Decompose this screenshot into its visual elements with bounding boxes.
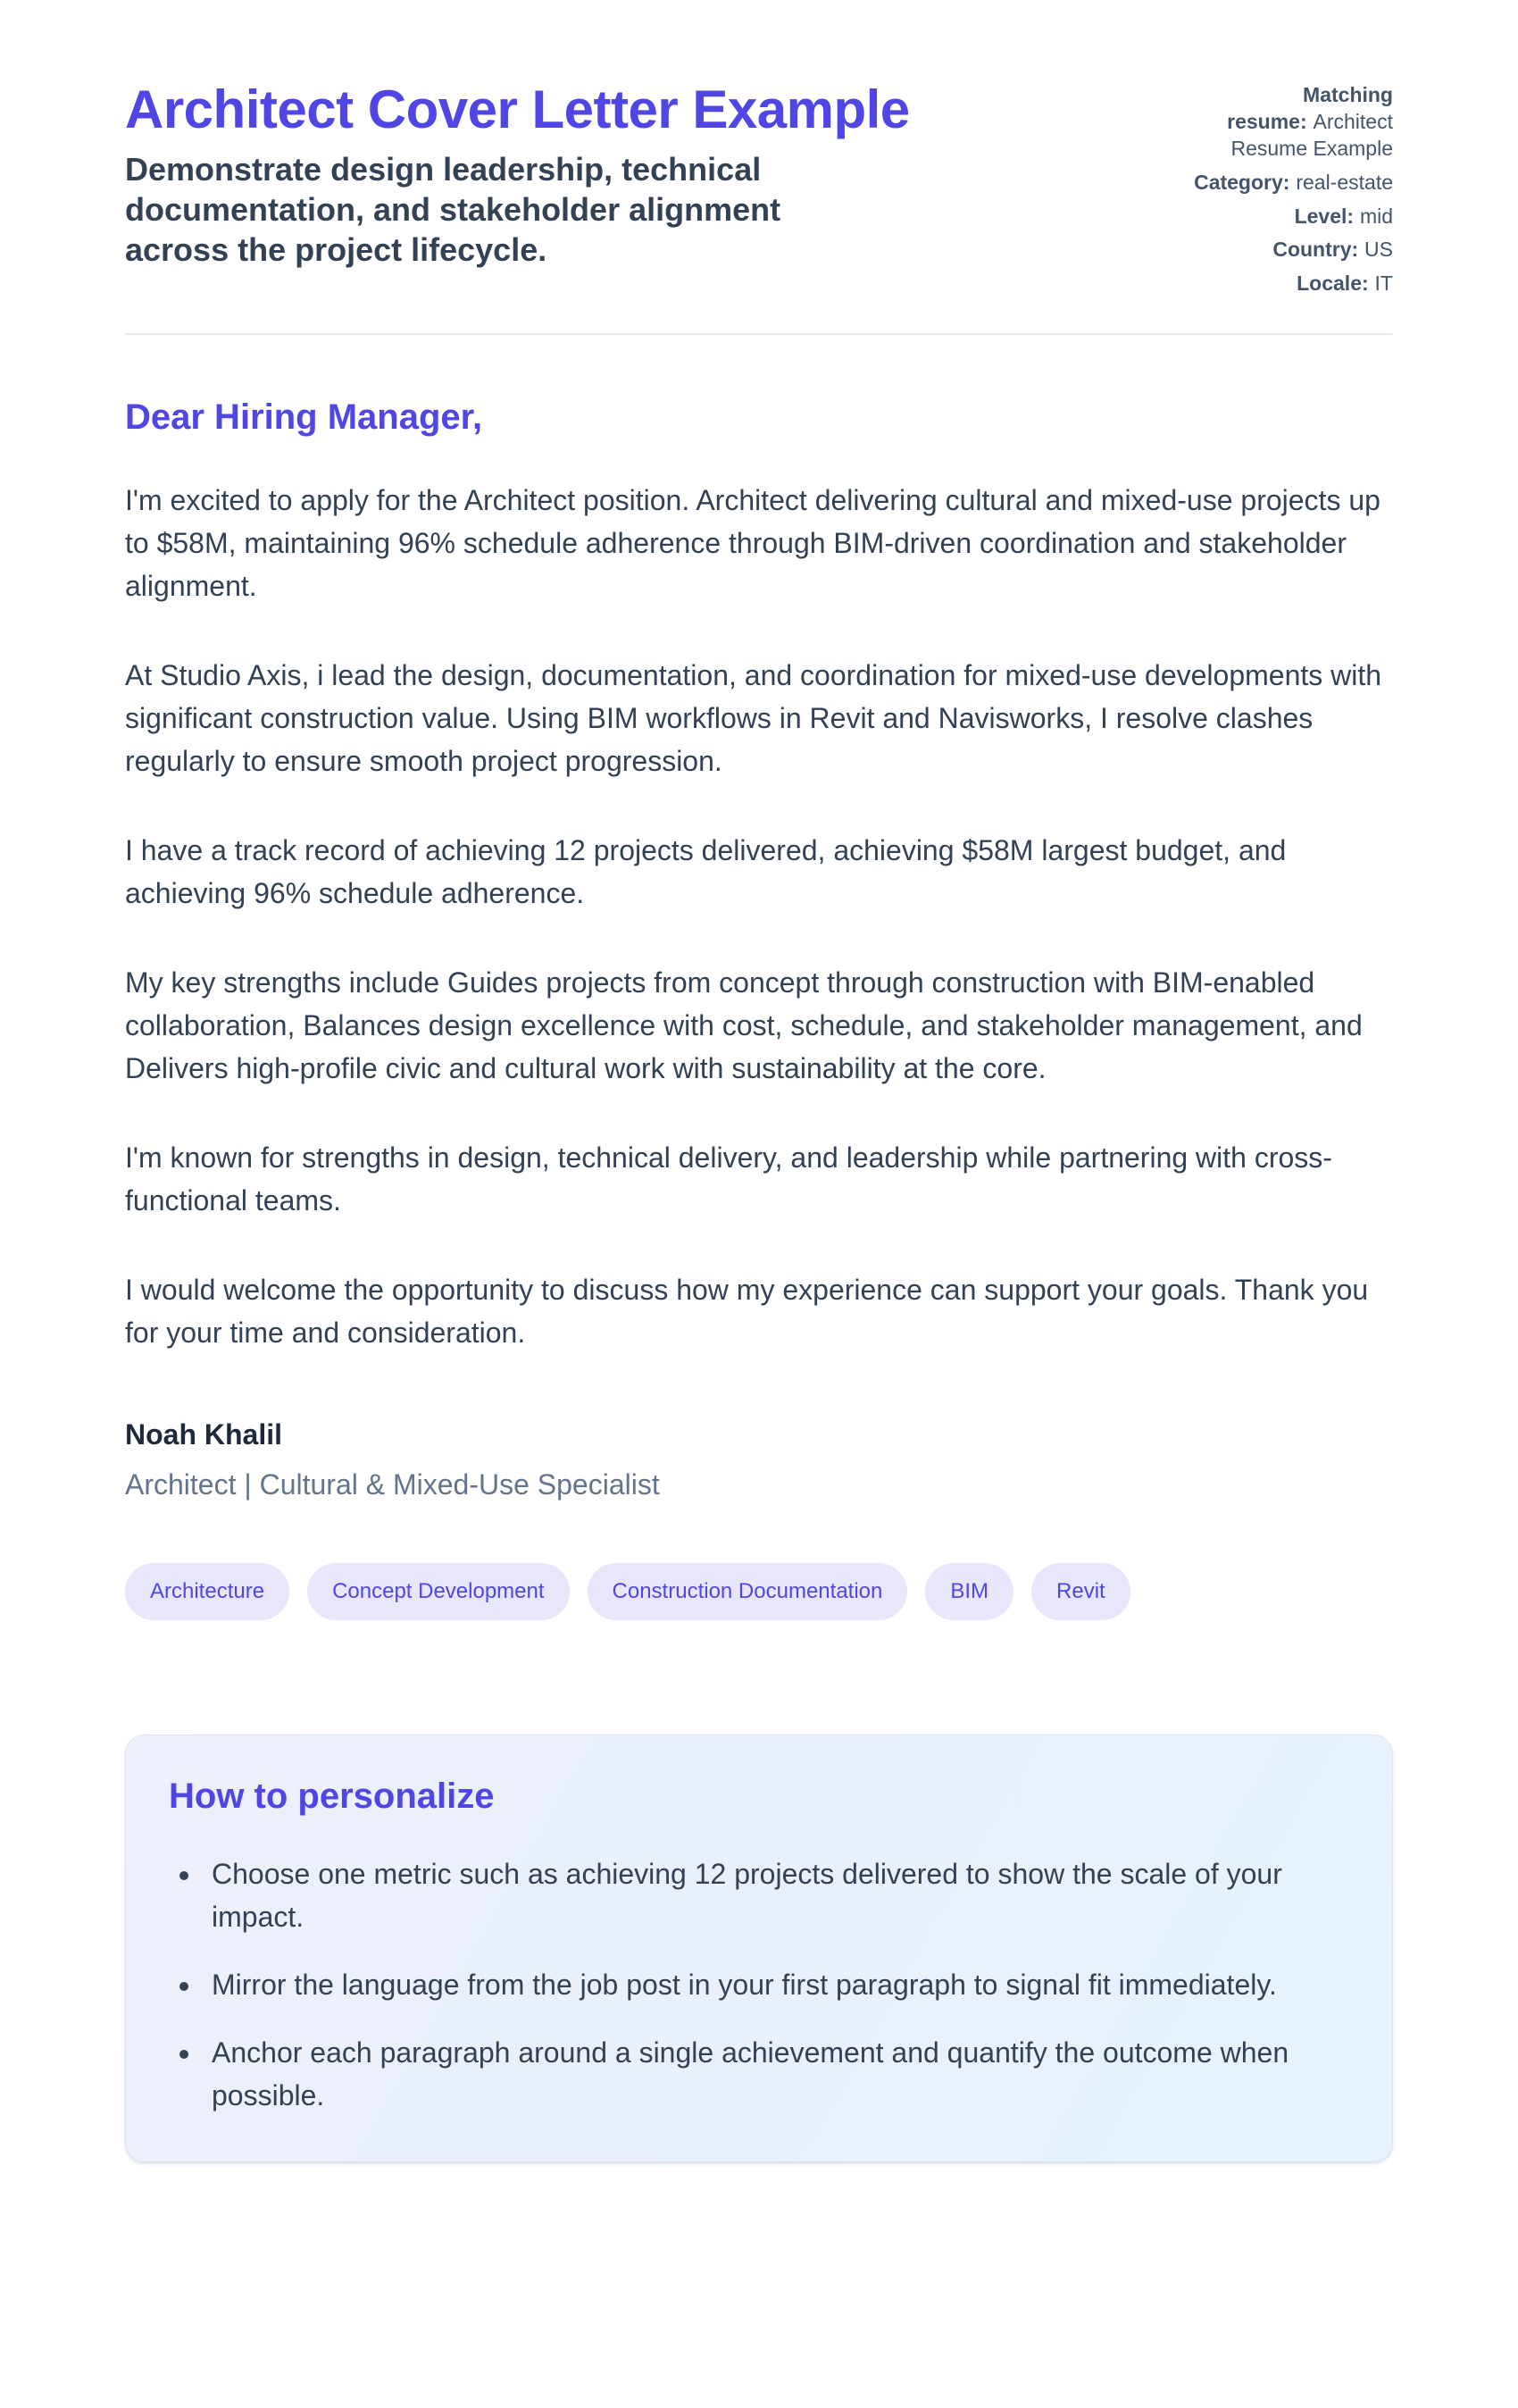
personalize-tip-2: • Mirror the language from the job post in your first paragraph to signal fit immediately. — [203, 1963, 1349, 2006]
letter-paragraph-1: I'm excited to apply for the Architect position. Architect delivering cultural and mixed-use projects up to $58M, maintaining 96% schedule adherence through BIM-driven coordination and stakeholder alignment. — [125, 484, 1380, 603]
meta-country-value: US — [1364, 238, 1393, 262]
salutation: Dear Hiring Manager, — [125, 397, 483, 438]
meta-country — [1179, 237, 1393, 263]
tag-list — [125, 1563, 1393, 1620]
meta-matching-resume-value: Architect Resume Example — [1230, 109, 1393, 160]
header — [125, 79, 1393, 297]
meta-locale-value: IT — [1374, 272, 1393, 296]
meta-category — [1179, 170, 1393, 196]
header-title-block — [125, 79, 1136, 270]
letter-paragraph-6: I would welcome the opportunity to discuss how my experience can support your goals. Thank you for your time and consideration. — [125, 1274, 1369, 1350]
meta-level-value: mid — [1359, 204, 1393, 228]
meta-country-label: Country: — [1272, 238, 1359, 262]
letter-paragraph-2: At Studio Axis, i lead the design, documentation, and coordination for mixed-use developments with significant construction value. Using BIM workflows in Revit and Navisworks, I resolve clashes regularly to ensure smooth project progression. — [125, 659, 1382, 778]
letter-paragraph-4: My key strengths include Guides projects from concept through construction with BIM-enabled collaboration, Balances design excellence with cost, schedule, and stakeholder management, and Delivers high-profile civic and cultural work with sustainability at the core. — [125, 966, 1363, 1085]
meta-level-label: Level: — [1294, 204, 1355, 228]
personalize-box — [125, 1735, 1393, 2162]
personalize-tip-1: • Choose one metric such as achieving 12 projects delivered to show the scale of your impact. — [203, 1852, 1349, 1938]
tag-construction-documentation: Construction Documentation — [588, 1563, 908, 1620]
cover-letter-body — [125, 397, 1393, 1506]
meta-matching-resume-label: Matching resume: — [1227, 83, 1393, 133]
letter-paragraph-5: I'm known for strengths in design, technical delivery, and leadership while partnering with cross-functional teams. — [125, 1141, 1332, 1217]
meta-level — [1179, 204, 1393, 230]
tag-concept-development: Concept Development — [307, 1563, 569, 1620]
page-title: Architect Cover Letter Example — [125, 79, 910, 139]
tag-architecture: Architecture — [125, 1563, 289, 1620]
header-divider — [125, 333, 1393, 335]
meta-panel — [1179, 79, 1393, 297]
signature-name: Noah Khalil — [125, 1418, 283, 1451]
meta-category-label: Category: — [1194, 170, 1290, 194]
meta-matching-resume — [1179, 82, 1393, 163]
tag-revit: Revit — [1031, 1563, 1130, 1620]
meta-locale-label: Locale: — [1297, 272, 1369, 296]
meta-locale — [1179, 271, 1393, 297]
letter-paragraph-3: I have a track record of achieving 12 projects delivered, achieving $58M largest budget, and achieving 96% schedule adherence. — [125, 834, 1287, 910]
personalize-tip-3: • Anchor each paragraph around a single achievement and quantify the outcome when possible. — [203, 2031, 1349, 2117]
personalize-heading: How to personalize — [169, 1777, 495, 1817]
meta-category-value: real-estate — [1296, 170, 1393, 194]
signature-role: Architect | Cultural & Mixed-Use Specialist — [125, 1468, 660, 1501]
page-subtitle: Demonstrate design leadership, technical documentation, and stakeholder alignment across the project lifecycle. — [125, 151, 781, 268]
personalize-tip-list — [169, 1852, 1349, 2117]
tag-bim: BIM — [925, 1563, 1013, 1620]
